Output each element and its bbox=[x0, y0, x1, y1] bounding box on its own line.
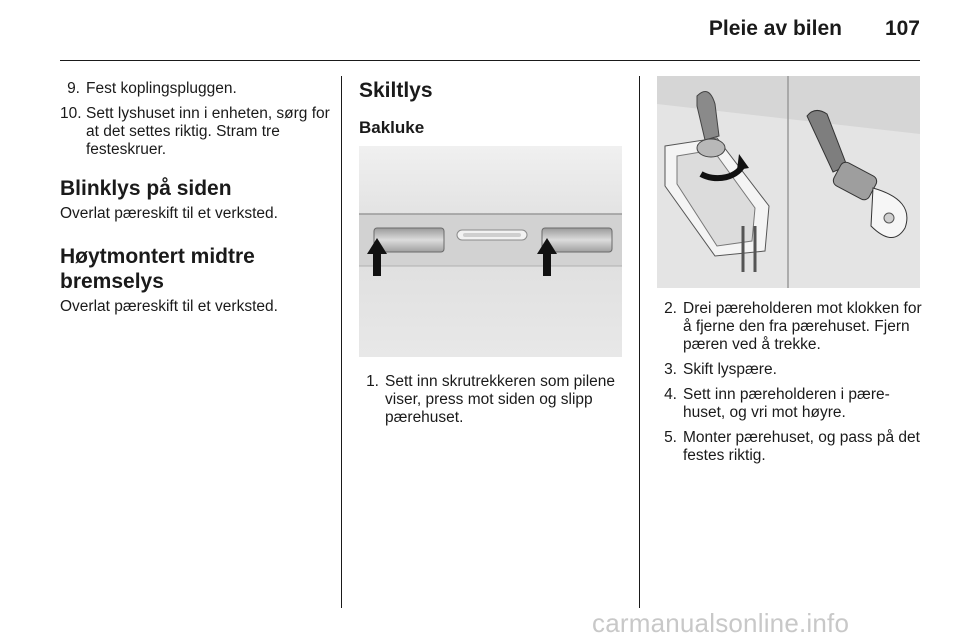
bulb-holder-illustration bbox=[657, 76, 920, 288]
step-item bbox=[657, 300, 927, 354]
step-number: 9. bbox=[67, 80, 80, 97]
step-text: Sett lyshuset inn i enheten, sørg for at det settes riktig. Stram tre festeskruer. bbox=[86, 105, 330, 158]
section-heading-bremselys: Høytmontert midtre bremselys bbox=[60, 245, 255, 293]
step-number: 2. bbox=[664, 300, 677, 317]
step-item bbox=[657, 429, 927, 465]
steps-list-col2 bbox=[359, 373, 629, 434]
step-text: Monter pærehuset, og pass på det festes riktig. bbox=[683, 429, 920, 464]
step-item bbox=[657, 361, 927, 379]
step-text: Fest koplingspluggen. bbox=[86, 80, 237, 97]
step-item bbox=[657, 386, 927, 422]
tailgate-illustration bbox=[359, 146, 622, 357]
steps-list-col3 bbox=[657, 300, 927, 472]
step-number: 3. bbox=[664, 361, 677, 378]
section-subheading-bakluke: Bakluke bbox=[359, 118, 425, 137]
section-body-blinklys: Overlat pæreskift til et verksted. bbox=[60, 205, 278, 222]
section-heading-blinklys: Blinklys på siden bbox=[60, 177, 232, 200]
step-text: Skift lyspære. bbox=[683, 361, 777, 378]
step-item bbox=[359, 373, 629, 427]
header-rule bbox=[60, 60, 920, 61]
step-number: 10. bbox=[60, 105, 82, 122]
header-title: Pleie av bilen bbox=[708, 17, 842, 40]
watermark: carmanualsonline.info bbox=[592, 608, 850, 638]
step-number: 1. bbox=[366, 373, 379, 390]
section-body-bremselys: Overlat pæreskift til et verksted. bbox=[60, 298, 278, 315]
step-item bbox=[60, 105, 330, 159]
step-item bbox=[60, 80, 330, 98]
step-number: 5. bbox=[664, 429, 677, 446]
page-header bbox=[0, 0, 960, 62]
step-text: Sett inn skrutrekkeren som pilene viser, press mot siden og slipp pærehuset. bbox=[385, 373, 616, 426]
step-text: Drei pæreholderen mot klokken for å fjerne den fra pærehuset. Fjern pæren ved å trekke. bbox=[683, 300, 922, 353]
page-number: 107 bbox=[884, 17, 920, 40]
step-text: Sett inn pæreholderen i pære-huset, og vri mot høyre. bbox=[683, 386, 890, 421]
column-divider bbox=[341, 76, 342, 608]
column-divider bbox=[639, 76, 640, 608]
section-heading-skiltlys: Skiltlys bbox=[359, 79, 433, 102]
step-number: 4. bbox=[664, 386, 677, 403]
steps-list-col1 bbox=[60, 80, 330, 166]
